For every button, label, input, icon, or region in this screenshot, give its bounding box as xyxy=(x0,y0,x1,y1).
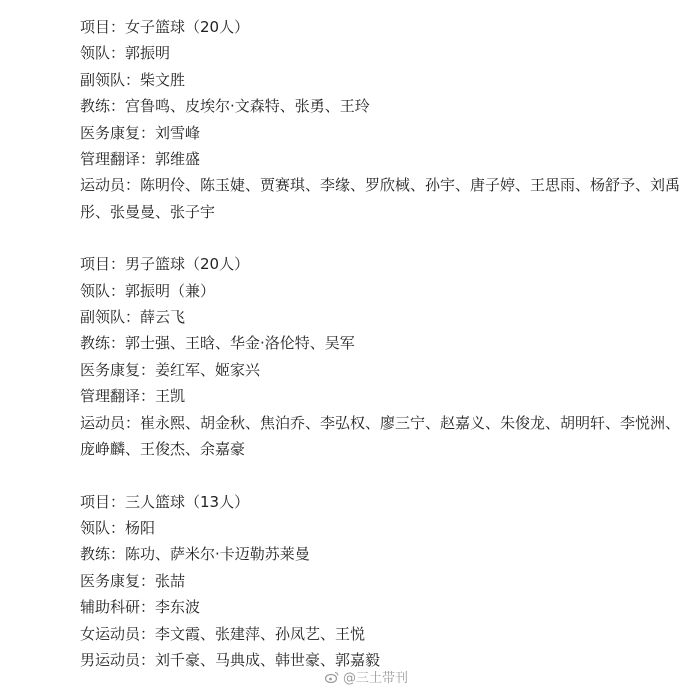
team-leader-line: 领队：杨阳 xyxy=(80,518,156,537)
weibo-logo-icon xyxy=(325,671,339,683)
coaches-line: 教练：陈功、萨米尔·卡迈勒苏莱曼 xyxy=(80,545,310,564)
athletes-line: 运动员：陈明伶、陈玉婕、贾赛琪、李缘、罗欣棫、孙宇、唐子婷、王思雨、杨舒予、刘禹彤、张曼曼、张子宇 xyxy=(80,176,681,221)
male-athletes-line: 男运动员：刘千豪、马典成、韩世豪、郭嘉毅 xyxy=(80,650,381,669)
watermark-text: @三土带刊 xyxy=(342,671,408,686)
deputy-leader-line: 副领队：薛云飞 xyxy=(80,308,186,327)
coaches-line: 教练：宫鲁鸣、皮埃尔·文森特、张勇、王玲 xyxy=(80,97,370,116)
section-mens-basketball xyxy=(80,251,680,462)
project-line: 项目：男子篮球（20人） xyxy=(80,255,250,274)
watermark xyxy=(325,667,408,686)
research-line: 辅助科研：李东波 xyxy=(80,598,201,617)
section-womens-basketball xyxy=(80,14,680,225)
section-3x3-basketball xyxy=(80,489,680,674)
medical-line: 医务康复：姜红军、姬家兴 xyxy=(80,360,261,379)
team-leader-line: 领队：郭振明（兼） xyxy=(80,281,216,300)
medical-line: 医务康复：刘雪峰 xyxy=(80,123,201,142)
coaches-line: 教练：郭士强、王晗、华金·洛伦特、吴军 xyxy=(80,334,355,353)
translator-line: 管理翻译：王凯 xyxy=(80,387,186,406)
athletes-line: 运动员：崔永熙、胡金秋、焦泊乔、李弘权、廖三宁、赵嘉义、朱俊龙、胡明轩、李悦洲、庞峥麟、王俊杰、余嘉豪 xyxy=(80,413,681,459)
team-leader-line: 领队：郭振明 xyxy=(80,44,171,63)
translator-line: 管理翻译：郭维盛 xyxy=(80,150,201,169)
deputy-leader-line: 副领队：柴文胜 xyxy=(80,70,186,89)
female-athletes-line: 女运动员：李文霞、张建萍、孙凤艺、王悦 xyxy=(80,624,366,643)
document-body xyxy=(80,14,680,673)
medical-line: 医务康复：张喆 xyxy=(80,571,186,590)
project-line: 项目：女子篮球（20人） xyxy=(80,18,250,36)
project-line: 项目：三人篮球（13人） xyxy=(80,492,250,511)
